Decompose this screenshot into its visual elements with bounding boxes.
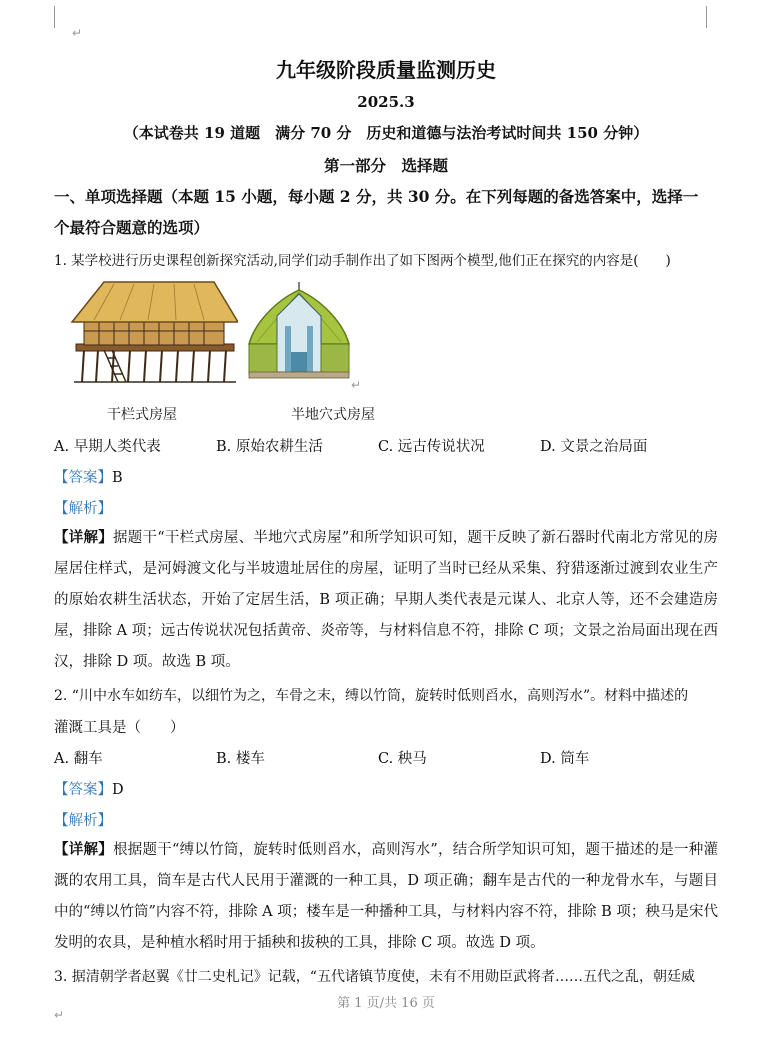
- stilt-house-image: [54, 278, 238, 386]
- crop-mark-top-left: [54, 6, 55, 28]
- q2-option-c: C. 秧马: [378, 751, 427, 767]
- section-heading-cont: 个最符合题意的选项）: [54, 218, 210, 237]
- answer-label: 【答案】: [54, 782, 112, 798]
- q2-analysis-label: 【解析】: [54, 813, 112, 829]
- q2-answer: [54, 778, 124, 799]
- section-heading: 一、单项选择题（本题 15 小题，每小题 2 分，共 30 分。在下列每题的备选答案中，选择一: [54, 187, 699, 206]
- q2-answer-value: D: [112, 782, 124, 798]
- caption-stilt-house: 干栏式房屋: [107, 407, 177, 423]
- exam-date: 2025.3: [357, 93, 415, 111]
- q1-answer-value: B: [112, 470, 123, 486]
- paragraph-mark: ↵: [351, 378, 362, 392]
- paragraph-mark: ↵: [54, 1008, 65, 1022]
- q1-option-c: C. 远古传说状况: [378, 439, 485, 455]
- q3-stem: 3. 据清朝学者赵翼《廿二史札记》记载，“五代诸镇节度使，未有不用勋臣武将者……五代之乱，朝廷威: [54, 969, 695, 985]
- detail-label: 【详解】: [54, 529, 113, 546]
- q1-option-a: A. 早期人类代表: [54, 439, 161, 455]
- q1-answer: [54, 466, 123, 487]
- q1-option-b: B. 原始农耕生活: [216, 439, 323, 455]
- answer-label: 【答案】: [54, 470, 112, 486]
- exam-info: （本试卷共 19 道题 满分 70 分 历史和道德与法治考试时间共 150 分钟）: [123, 124, 649, 142]
- part-heading: 第一部分 选择题: [323, 156, 448, 175]
- q2-detail: [54, 834, 718, 959]
- page-title: 九年级阶段质量监测历史: [276, 58, 496, 82]
- detail-label: 【详解】: [54, 841, 113, 858]
- q2-option-a: A. 翻车: [54, 751, 103, 767]
- q2-stem: 2. “川中水车如纺车，以细竹为之，车骨之末，缚以竹筒，旋转时低则舀水，高则泻水”。材料中描述的: [54, 688, 689, 704]
- q1-stem: 1. 某学校进行历史课程创新探究活动,同学们动手制作出了如下图两个模型,他们正在探究的内容是( ): [54, 253, 671, 269]
- q2-option-d: D. 筒车: [540, 751, 590, 767]
- q1-detail: [54, 522, 718, 678]
- page-footer: 第 1 页/共 16 页: [337, 996, 435, 1011]
- q1-analysis-label: 【解析】: [54, 501, 112, 517]
- paragraph-mark: ↵: [72, 26, 83, 40]
- q2-option-b: B. 楼车: [216, 751, 265, 767]
- semi-subterranean-house-image: [247, 282, 355, 388]
- crop-mark-top-right: [706, 6, 707, 28]
- caption-semi-subterranean-house: 半地穴式房屋: [291, 407, 375, 423]
- q2-detail-text: 根据题干“缚以竹筒，旋转时低则舀水，高则泻水”，结合所学知识可知，题干描述的是一种灌溉的农用工具，筒车是古代人民用于灌溉的一种工具，D 项正确；翻车是古代的一种龙骨水车，与题目中的“缚以竹筒”内容不符，排除 A 项；楼车是一种播种工具，与材料内容不符，排除 B 项；秧马是宋代发明的农具，是种植水稻时用于插秧和拔秧的工具，排除 C 项。故选 D 项。: [54, 842, 719, 951]
- q1-detail-text: 据题干“干栏式房屋、半地穴式房屋”和所学知识可知，题干反映了新石器时代南北方常见的房屋居住样式，是河姆渡文化与半坡遗址居住的房屋，证明了当时已经从采集、狩猎逐渐过渡到农业生产的原始农耕生活状态，开始了定居生活，B 项正确；早期人类代表是元谋人、北京人等，还不会建造房屋，排除 A 项；远古传说状况包括黄帝、炎帝等，与材料信息不符，排除 C 项；文景之治局面出现在西汉，排除 D 项。故选 B 项。: [54, 530, 719, 670]
- q2-stem-cont: 灌溉工具是（ ）: [54, 720, 185, 736]
- q1-option-d: D. 文景之治局面: [540, 439, 648, 455]
